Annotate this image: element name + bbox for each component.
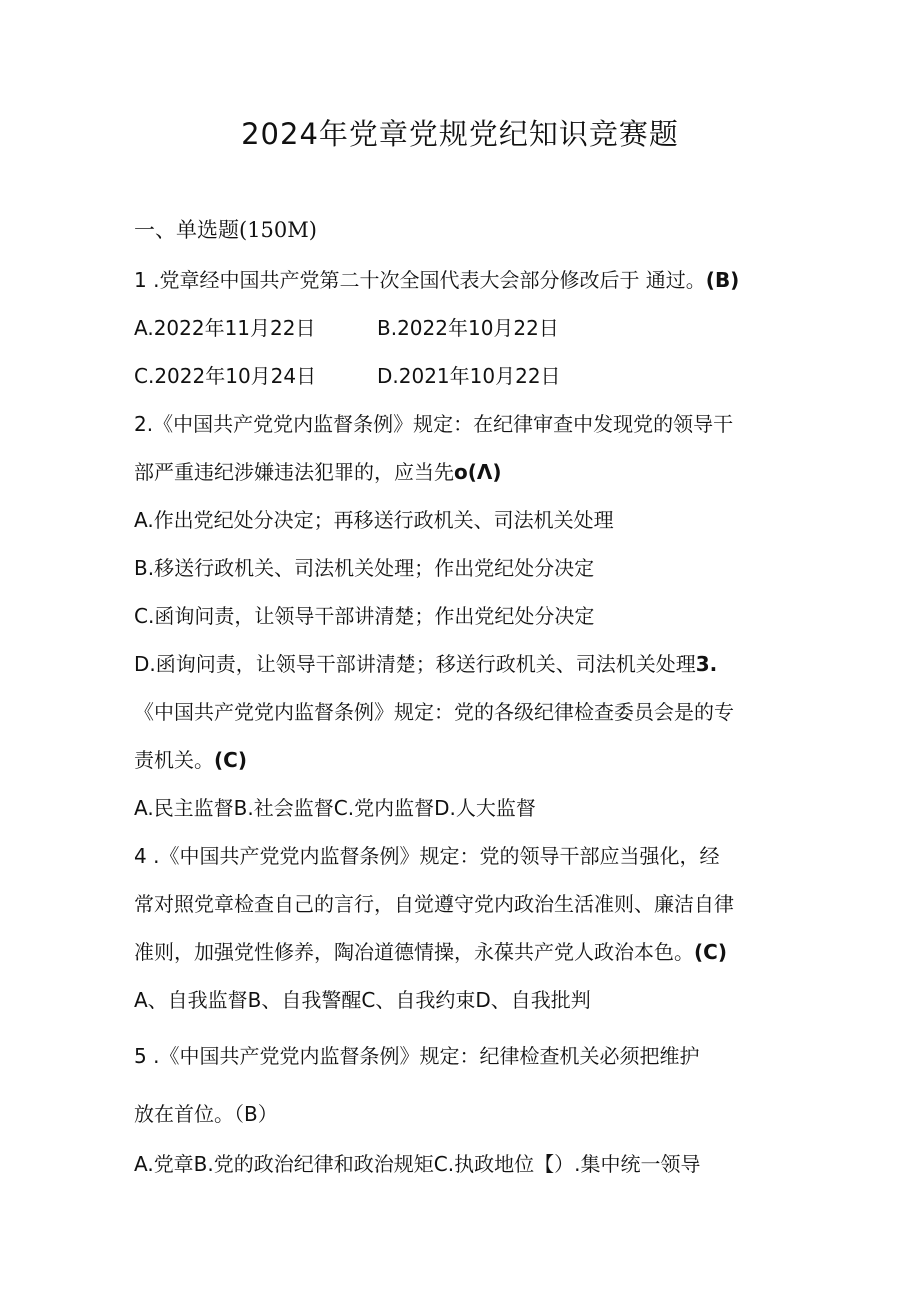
- question-2-option-c: C.函询问责，让领导干部讲清楚；作出党纪处分决定: [134, 604, 595, 628]
- answer-key: (B): [705, 268, 740, 292]
- answer-key: (C): [214, 748, 247, 772]
- question-3-options: A.民主监督B.社会监督C.党内监督D.人大监督: [134, 796, 536, 820]
- question-3-stem-line-1: 《中国共产党党内监督条例》规定：党的各级纪律检查委员会是的专: [134, 700, 734, 724]
- answer-key: o(Λ): [454, 460, 502, 484]
- option-d: D.2021年10月22日: [377, 364, 561, 388]
- question-4-stem-line-1: 4 .《中国共产党党内监督条例》规定：党的领导干部应当强化，经: [134, 844, 720, 868]
- option-b: B.2022年10月22日: [377, 316, 559, 340]
- section-heading: 一、单选题(150M): [134, 218, 317, 242]
- question-4-stem-line-2: 常对照党章检查自己的言行，自觉遵守党内政治生活准则、廉洁自律: [134, 892, 734, 916]
- answer-key: (C): [694, 940, 727, 964]
- question-2-option-b: B.移送行政机关、司法机关处理；作出党纪处分决定: [134, 556, 595, 580]
- question-3-stem-line-2: 责机关。(C): [134, 748, 247, 772]
- option-a: A.2022年11月22日: [134, 316, 316, 340]
- question-4-stem-line-3: 准则，加强党性修养，陶冶道德情操，永葆共产党人政治本色。(C): [134, 940, 727, 964]
- question-2-stem-line-1: 2.《中国共产党党内监督条例》规定：在纪律审查中发现党的领导干: [134, 412, 734, 436]
- question-3-number: 3.: [695, 652, 718, 676]
- question-2-option-d: D.函询问责，让领导干部讲清楚；移送行政机关、司法机关处理3.: [134, 652, 718, 676]
- question-5-stem-line-2: 放在首位。（B）: [134, 1102, 278, 1126]
- question-1-stem: 1 .党章经中国共产党第二十次全国代表大会部分修改后于 通过。(B): [134, 268, 740, 292]
- page-title: 2024年党章党规党纪知识竞赛题: [241, 117, 679, 151]
- question-4-options: A、自我监督B、自我警醒C、自我约束D、自我批判: [134, 988, 591, 1012]
- question-5-stem-line-1: 5 .《中国共产党党内监督条例》规定：纪律检查机关必须把维护: [134, 1044, 700, 1068]
- question-2-option-a: A.作出党纪处分决定；再移送行政机关、司法机关处理: [134, 508, 614, 532]
- option-c: C.2022年10月24日: [134, 364, 317, 388]
- question-2-stem-line-2: 部严重违纪涉嫌违法犯罪的，应当先o(Λ): [134, 460, 502, 484]
- question-5-options: A.党章B.党的政治纪律和政治规矩C.执政地位【）.集中统一领导: [134, 1152, 701, 1176]
